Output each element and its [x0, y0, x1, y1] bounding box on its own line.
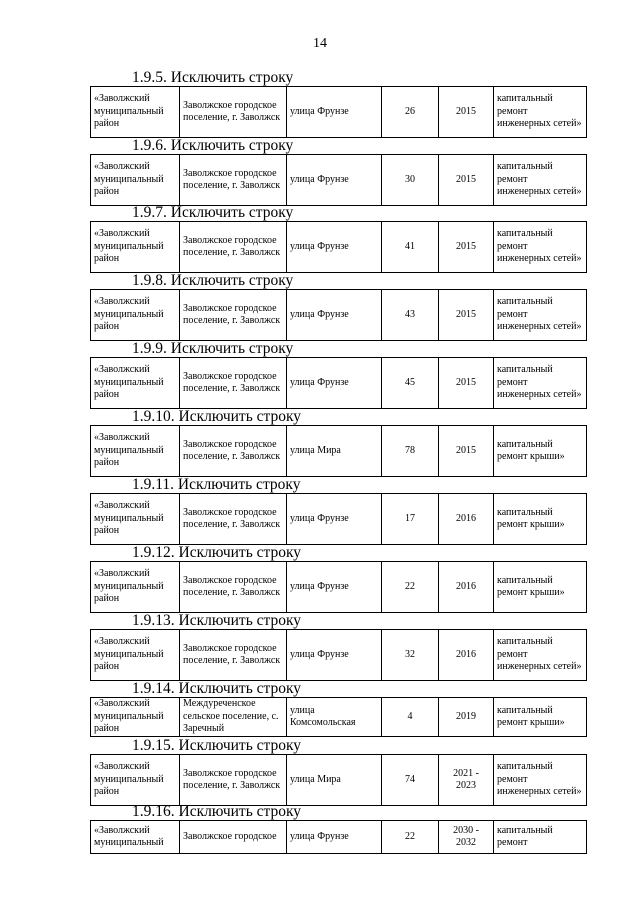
exclusion-heading: 1.9.5. Исключить строку [132, 69, 294, 86]
work-type-cell: капитальный ремонт крыши» [494, 562, 587, 613]
excluded-row-table [90, 697, 587, 737]
house-number-cell: 26 [382, 87, 439, 138]
exclusion-heading: 1.9.11. Исключить строку [132, 476, 301, 493]
street-cell: улица Фрунзе [287, 630, 382, 681]
year-cell: 2019 [439, 698, 494, 737]
year-cell: 2015 [439, 222, 494, 273]
municipality-cell: «Заволжский муниципальный район [91, 630, 180, 681]
table-row [91, 755, 587, 806]
work-type-cell: капитальный ремонт инженерных сетей» [494, 358, 587, 409]
excluded-row-table [90, 493, 587, 545]
settlement-cell: Заволжское городское поселение, г. Заволжск [180, 290, 287, 341]
street-cell: улица Фрунзе [287, 358, 382, 409]
settlement-cell: Заволжское городское поселение, г. Заволжск [180, 755, 287, 806]
excluded-row-table [90, 154, 587, 206]
work-type-cell: капитальный ремонт инженерных сетей» [494, 290, 587, 341]
street-cell: улица Мира [287, 755, 382, 806]
year-cell: 2015 [439, 358, 494, 409]
excluded-row-table [90, 425, 587, 477]
house-number-cell: 22 [382, 562, 439, 613]
house-number-cell: 41 [382, 222, 439, 273]
table-row [91, 821, 587, 854]
exclusion-heading: 1.9.16. Исключить строку [132, 803, 302, 820]
house-number-cell: 17 [382, 494, 439, 545]
house-number-cell: 43 [382, 290, 439, 341]
settlement-cell: Междуреченское сельское поселение, с. Заречный [180, 698, 287, 737]
year-cell: 2016 [439, 630, 494, 681]
municipality-cell: «Заволжский муниципальный [91, 821, 180, 854]
exclusion-heading: 1.9.9. Исключить строку [132, 340, 294, 357]
street-cell: улица Фрунзе [287, 494, 382, 545]
settlement-cell: Заволжское городское поселение, г. Заволжск [180, 155, 287, 206]
settlement-cell: Заволжское городское поселение, г. Заволжск [180, 358, 287, 409]
work-type-cell: капитальный ремонт инженерных сетей» [494, 755, 587, 806]
year-cell: 2015 [439, 87, 494, 138]
year-cell: 2016 [439, 562, 494, 613]
work-type-cell: капитальный ремонт крыши» [494, 698, 587, 737]
exclusion-heading: 1.9.6. Исключить строку [132, 137, 294, 154]
municipality-cell: «Заволжский муниципальный район [91, 426, 180, 477]
municipality-cell: «Заволжский муниципальный район [91, 222, 180, 273]
excluded-row-table [90, 629, 587, 681]
page-number: 14 [313, 36, 327, 51]
work-type-cell: капитальный ремонт крыши» [494, 494, 587, 545]
table-row [91, 290, 587, 341]
excluded-row-table [90, 221, 587, 273]
street-cell: улица Фрунзе [287, 562, 382, 613]
work-type-cell: капитальный ремонт инженерных сетей» [494, 222, 587, 273]
street-cell: улица Фрунзе [287, 222, 382, 273]
street-cell: улица Комсомольская [287, 698, 382, 737]
work-type-cell: капитальный ремонт крыши» [494, 426, 587, 477]
year-cell: 2016 [439, 494, 494, 545]
settlement-cell: Заволжское городское поселение, г. Заволжск [180, 494, 287, 545]
settlement-cell: Заволжское городское поселение, г. Заволжск [180, 562, 287, 613]
house-number-cell: 22 [382, 821, 439, 854]
house-number-cell: 32 [382, 630, 439, 681]
table-row [91, 87, 587, 138]
excluded-row-table [90, 357, 587, 409]
table-row [91, 630, 587, 681]
municipality-cell: «Заволжский муниципальный район [91, 155, 180, 206]
municipality-cell: «Заволжский муниципальный район [91, 562, 180, 613]
table-row [91, 698, 587, 737]
year-cell: 2021 - 2023 [439, 755, 494, 806]
exclusion-heading: 1.9.12. Исключить строку [132, 544, 302, 561]
table-row [91, 562, 587, 613]
house-number-cell: 78 [382, 426, 439, 477]
settlement-cell: Заволжское городское [180, 821, 287, 854]
work-type-cell: капитальный ремонт [494, 821, 587, 854]
municipality-cell: «Заволжский муниципальный район [91, 755, 180, 806]
street-cell: улица Фрунзе [287, 87, 382, 138]
work-type-cell: капитальный ремонт инженерных сетей» [494, 87, 587, 138]
exclusion-heading: 1.9.15. Исключить строку [132, 737, 302, 754]
excluded-row-table [90, 820, 587, 854]
exclusion-heading: 1.9.13. Исключить строку [132, 612, 302, 629]
year-cell: 2015 [439, 426, 494, 477]
year-cell: 2030 - 2032 [439, 821, 494, 854]
municipality-cell: «Заволжский муниципальный район [91, 494, 180, 545]
house-number-cell: 30 [382, 155, 439, 206]
house-number-cell: 45 [382, 358, 439, 409]
house-number-cell: 74 [382, 755, 439, 806]
settlement-cell: Заволжское городское поселение, г. Заволжск [180, 630, 287, 681]
house-number-cell: 4 [382, 698, 439, 737]
table-row [91, 358, 587, 409]
table-row [91, 426, 587, 477]
year-cell: 2015 [439, 290, 494, 341]
street-cell: улица Фрунзе [287, 821, 382, 854]
municipality-cell: «Заволжский муниципальный район [91, 290, 180, 341]
excluded-row-table [90, 561, 587, 613]
street-cell: улица Фрунзе [287, 290, 382, 341]
excluded-row-table [90, 754, 587, 806]
table-row [91, 494, 587, 545]
settlement-cell: Заволжское городское поселение, г. Заволжск [180, 222, 287, 273]
municipality-cell: «Заволжский муниципальный район [91, 87, 180, 138]
year-cell: 2015 [439, 155, 494, 206]
excluded-row-table [90, 86, 587, 138]
work-type-cell: капитальный ремонт инженерных сетей» [494, 155, 587, 206]
street-cell: улица Фрунзе [287, 155, 382, 206]
street-cell: улица Мира [287, 426, 382, 477]
exclusion-heading: 1.9.14. Исключить строку [132, 680, 302, 697]
settlement-cell: Заволжское городское поселение, г. Заволжск [180, 426, 287, 477]
excluded-row-table [90, 289, 587, 341]
municipality-cell: «Заволжский муниципальный район [91, 358, 180, 409]
work-type-cell: капитальный ремонт инженерных сетей» [494, 630, 587, 681]
settlement-cell: Заволжское городское поселение, г. Заволжск [180, 87, 287, 138]
exclusion-heading: 1.9.7. Исключить строку [132, 204, 294, 221]
table-row [91, 222, 587, 273]
exclusion-heading: 1.9.10. Исключить строку [132, 408, 302, 425]
table-row [91, 155, 587, 206]
exclusion-heading: 1.9.8. Исключить строку [132, 272, 294, 289]
municipality-cell: «Заволжский муниципальный район [91, 698, 180, 737]
